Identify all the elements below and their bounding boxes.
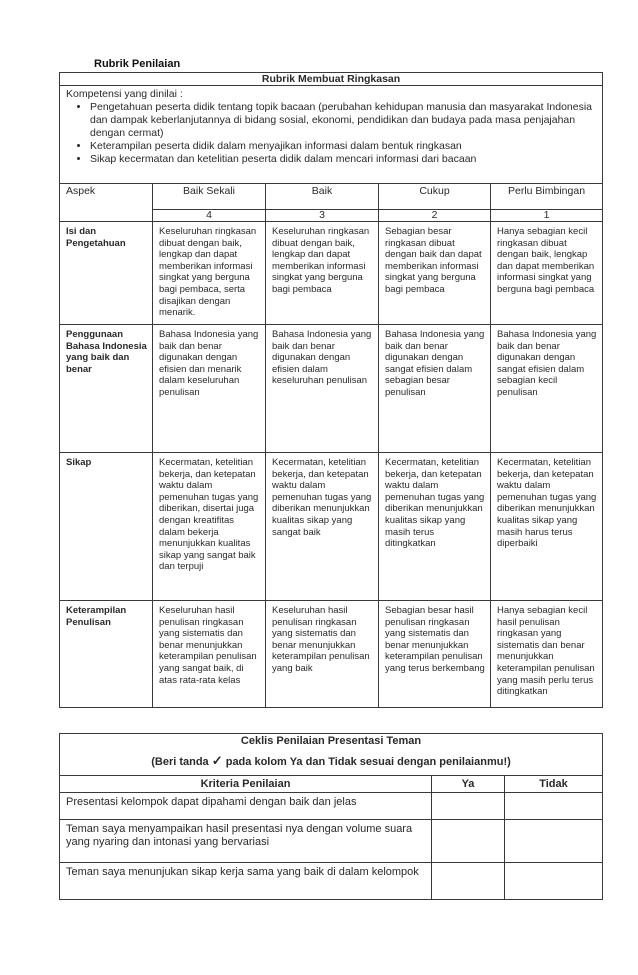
- rubric-cell: Hanya sebagian kecil hasil penulisan ringkasan yang sistematis dan benar menunjukkan keterampilan penulisan yang masih perlu terus ditingkatkan: [491, 601, 603, 708]
- rubric-row-keterampilan: [60, 601, 603, 708]
- rubric-cell: Kecermatan, ketelitian bekerja, dan ketepatan waktu dalam pemenuhan tugas yang diberikan, disertai juga dengan kreatifitas dalam bekerja menunjukkan kualitas sikap yang sangat baik dan terpuji: [153, 453, 266, 601]
- competency-item: • Keterampilan peserta didik dalam menyajikan informasi dalam bentuk ringkasan: [90, 140, 596, 153]
- checklist-table: [59, 733, 603, 900]
- checklist-instruction: [60, 748, 603, 776]
- rubric-cell: Bahasa Indonesia yang baik dan benar digunakan dengan sangat efisien dalam sebagian besar penulisan: [379, 325, 491, 453]
- aspect-label: Isi dan Pengetahuan: [60, 222, 153, 325]
- rubric-cell: Keseluruhan ringkasan dibuat dengan baik, lengkap dan dapat memberikan informasi singkat yang berguna bagi pembaca: [266, 222, 379, 325]
- aspect-label: Penggunaan Bahasa Indonesia yang baik dan benar: [60, 325, 153, 453]
- rubric-row-bahasa: [60, 325, 603, 453]
- tidak-checkbox-cell[interactable]: [505, 820, 603, 863]
- rubric-cell: Sebagian besar ringkasan dibuat dengan baik dan dapat memberikan informasi singkat yang berguna bagi pembaca: [379, 222, 491, 325]
- header-ya: Ya: [432, 776, 505, 793]
- competency-box: [60, 86, 603, 184]
- rubric-cell: Hanya sebagian kecil ringkasan dibuat dengan baik, lengkap dan dapat memberikan informasi singkat yang berguna bagi pembaca: [491, 222, 603, 325]
- header-baik-sekali: Baik Sekali: [153, 184, 266, 210]
- checklist-row: [60, 863, 603, 900]
- rubric-cell: Sebagian besar hasil penulisan ringkasan yang sistematis dan benar menunjukkan keterampilan penulisan yang terus berkembang: [379, 601, 491, 708]
- checkmark-icon: ✓: [211, 753, 223, 768]
- instruction-after: pada kolom Ya dan Tidak sesuai dengan penilaianmu!): [225, 756, 511, 768]
- competency-item: • Sikap kecermatan dan ketelitian peserta didik dalam mencari informasi dari bacaan: [90, 153, 596, 166]
- score-4: 4: [153, 210, 266, 222]
- criteria-text: Teman saya menunjukan sikap kerja sama yang baik di dalam kelompok: [60, 863, 432, 900]
- rubric-row-sikap: [60, 453, 603, 601]
- checklist-row: [60, 793, 603, 820]
- score-3: 3: [266, 210, 379, 222]
- rubric-cell: Bahasa Indonesia yang baik dan benar digunakan dengan efisien dalam keseluruhan penulisan: [266, 325, 379, 453]
- score-1: 1: [491, 210, 603, 222]
- rubric-title: Rubrik Membuat Ringkasan: [60, 73, 603, 86]
- header-cukup: Cukup: [379, 184, 491, 210]
- aspect-label: Sikap: [60, 453, 153, 601]
- tidak-checkbox-cell[interactable]: [505, 793, 603, 820]
- competency-heading: Kompetensi yang dinilai :: [66, 88, 183, 100]
- criteria-text: Teman saya menyampaikan hasil presentasi nya dengan volume suara yang nyaring dan intonasi yang bervariasi: [60, 820, 432, 863]
- rubric-cell: Bahasa Indonesia yang baik dan benar digunakan dengan sangat efisien dalam sebagian kecil penulisan: [491, 325, 603, 453]
- instruction-before: (Beri tanda: [151, 756, 209, 768]
- ya-checkbox-cell[interactable]: [432, 863, 505, 900]
- header-perlu-bimbingan: Perlu Bimbingan: [491, 184, 603, 210]
- rubric-cell: Keseluruhan hasil penulisan ringkasan yang sistematis dan benar menunjukkan keterampilan penulisan yang sangat baik, di atas rata-rata kelas: [153, 601, 266, 708]
- rubric-cell: Kecermatan, ketelitian bekerja, dan ketepatan waktu dalam pemenuhan tugas yang diberikan menunjukkan kualitas sikap yang masih harus terus diperbaiki: [491, 453, 603, 601]
- rubric-table: [59, 72, 603, 708]
- rubric-cell: Kecermatan, ketelitian bekerja, dan ketepatan waktu dalam pemenuhan tugas yang diberikan menunjukkan kualitas sikap yang sangat baik: [266, 453, 379, 601]
- checklist-title: Ceklis Penilaian Presentasi Teman: [60, 734, 603, 749]
- checklist-row: [60, 820, 603, 863]
- ya-checkbox-cell[interactable]: [432, 793, 505, 820]
- rubric-cell: Keseluruhan hasil penulisan ringkasan yang sistematis dan benar menunjukkan keterampilan penulisan yang baik: [266, 601, 379, 708]
- aspect-label: Keterampilan Penulisan: [60, 601, 153, 708]
- criteria-text: Presentasi kelompok dapat dipahami dengan baik dan jelas: [60, 793, 432, 820]
- ya-checkbox-cell[interactable]: [432, 820, 505, 863]
- rubric-cell: Kecermatan, ketelitian bekerja, dan ketepatan waktu dalam pemenuhan tugas yang diberikan menunjukkan kualitas sikap yang masih terus ditingkatkan: [379, 453, 491, 601]
- score-2: 2: [379, 210, 491, 222]
- header-aspek: Aspek: [60, 184, 153, 222]
- rubric-row-isi: [60, 222, 603, 325]
- rubric-cell: Bahasa Indonesia yang baik dan benar digunakan dengan efisien dan menarik dalam keseluruhan penulisan: [153, 325, 266, 453]
- header-kriteria: Kriteria Penilaian: [60, 776, 432, 793]
- competency-list: [66, 101, 596, 166]
- rubric-cell: Keseluruhan ringkasan dibuat dengan baik, lengkap dan dapat memberikan informasi singkat yang berguna bagi pembaca, serta disajikan dengan menarik.: [153, 222, 266, 325]
- page-title: Rubrik Penilaian: [94, 58, 181, 70]
- competency-item: • Pengetahuan peserta didik tentang topik bacaan (perubahan kehidupan manusia dan masyarakat Indonesia dan dampak keberlanjutannya di bidang sosial, ekonomi, pendidikan dan budaya pada masa penjajahan dengan cermat): [90, 101, 596, 140]
- tidak-checkbox-cell[interactable]: [505, 863, 603, 900]
- header-tidak: Tidak: [505, 776, 603, 793]
- header-baik: Baik: [266, 184, 379, 210]
